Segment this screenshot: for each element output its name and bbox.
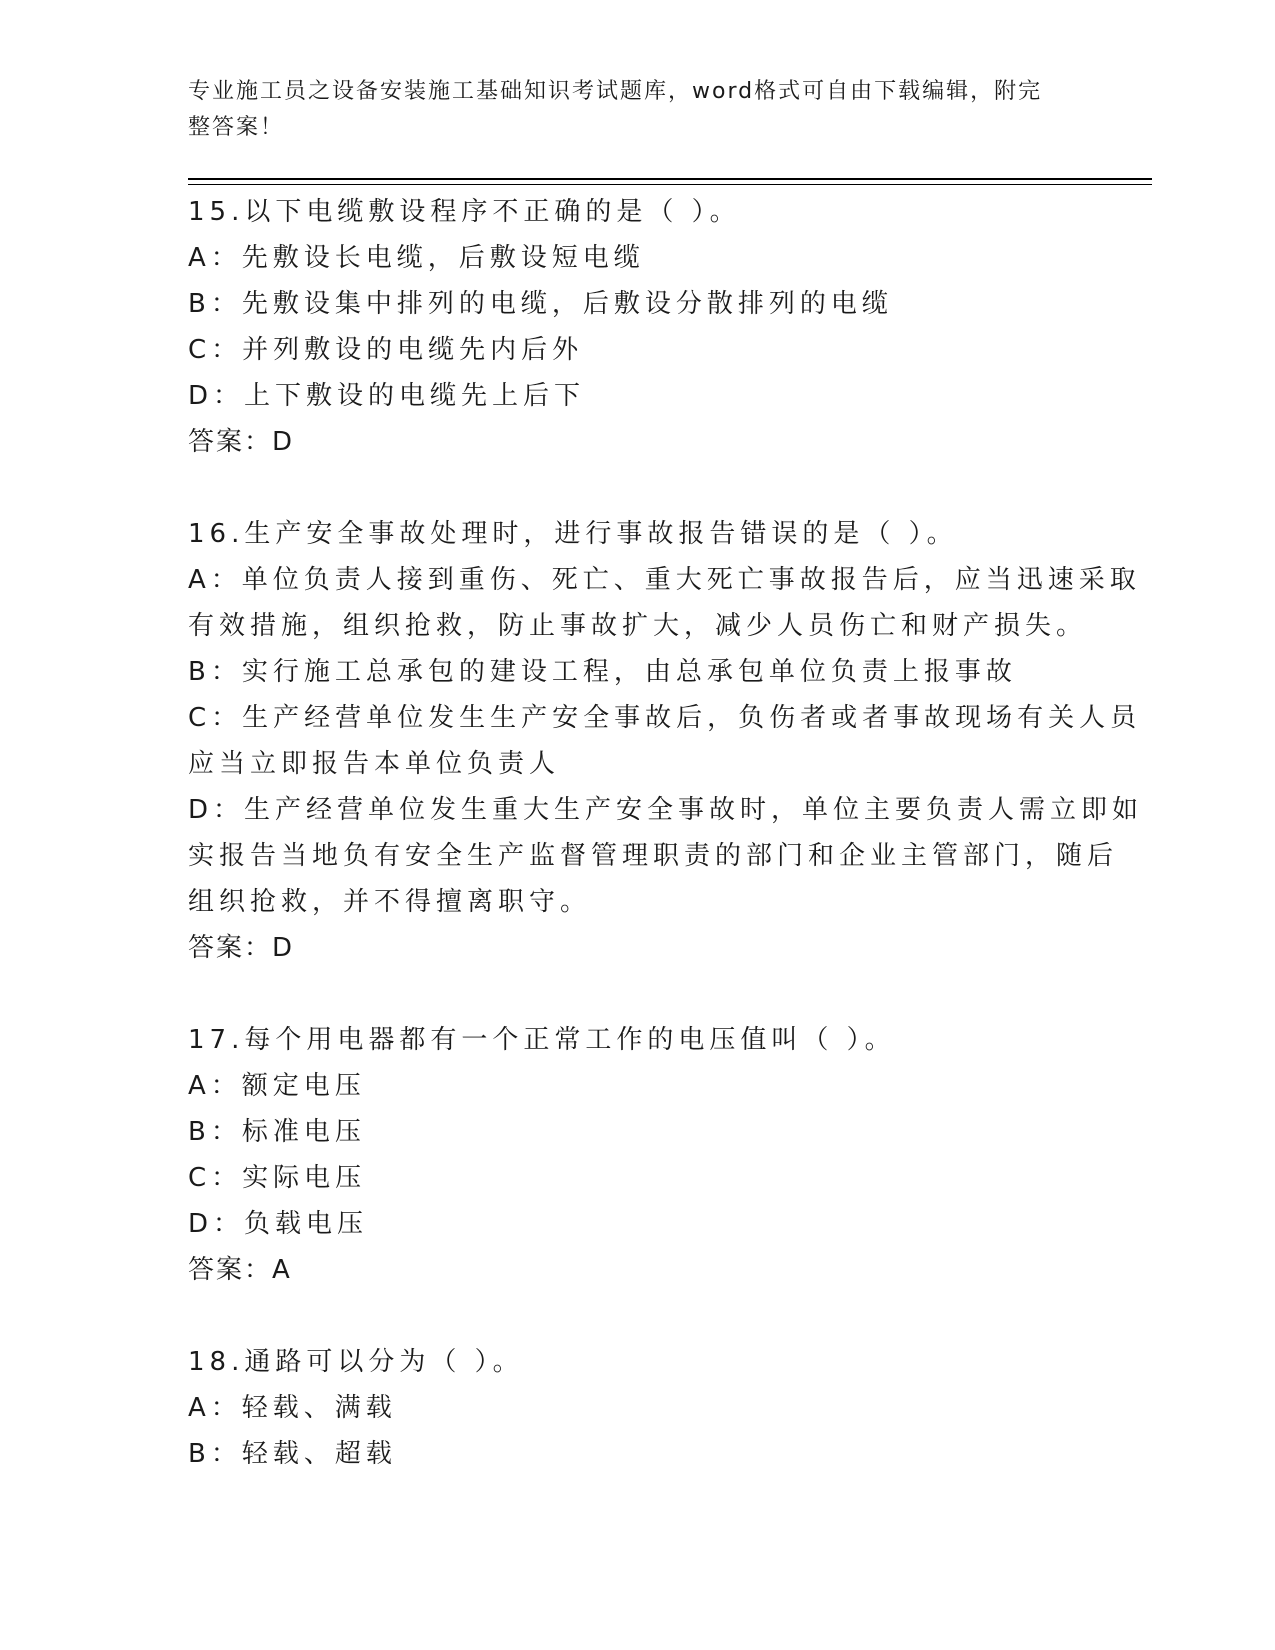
option-line: C：生产经营单位发生生产安全事故后，负伤者或者事故现场有关人员 xyxy=(188,703,1142,733)
question-block xyxy=(188,1017,1088,1293)
header-divider-thin xyxy=(188,184,1152,185)
option-line: D：生产经营单位发生重大生产安全事故时，单位主要负责人需立即如 xyxy=(188,795,1144,825)
option xyxy=(188,787,1144,925)
option-line: B：轻载、超载 xyxy=(188,1439,397,1469)
answer-text: 答案：D xyxy=(188,933,295,963)
option-line: C：实际电压 xyxy=(188,1163,367,1193)
question-text: 18.通路可以分为（ ）。 xyxy=(188,1347,524,1377)
option-line: A：先敷设长电缆，后敷设短电缆 xyxy=(188,243,645,273)
document-header xyxy=(188,74,1068,146)
option-line: 实报告当地负有安全生产监督管理职责的部门和企业主管部门，随后 xyxy=(188,841,1119,871)
question-block xyxy=(188,511,1144,971)
option-line: D：负载电压 xyxy=(188,1209,369,1239)
question-text: 17.每个用电器都有一个正常工作的电压值叫（ ）。 xyxy=(188,1025,896,1055)
option-line: D：上下敷设的电缆先上后下 xyxy=(188,381,586,411)
option xyxy=(188,695,1142,787)
option-line: B：先敷设集中排列的电缆，后敷设分散排列的电缆 xyxy=(188,289,893,319)
option-line: A：轻载、满载 xyxy=(188,1393,397,1423)
option-line: 组织抢救，并不得擅离职守。 xyxy=(188,887,592,917)
option-line: A：额定电压 xyxy=(188,1071,366,1101)
question-text: 15.以下电缆敷设程序不正确的是（ ）。 xyxy=(188,197,741,227)
option-line: 应当立即报告本单位负责人 xyxy=(188,749,561,779)
question-block xyxy=(188,1339,1088,1477)
option-line: C：并列敷设的电缆先内后外 xyxy=(188,335,584,365)
option xyxy=(188,1431,1088,1477)
option xyxy=(188,1109,1088,1155)
option xyxy=(188,1063,1088,1109)
option xyxy=(188,1385,1088,1431)
option xyxy=(188,373,1088,419)
answer-text: 答案：A xyxy=(188,1255,292,1285)
option xyxy=(188,649,1088,695)
answer-text: 答案：D xyxy=(188,427,295,457)
header-line-1: 专业施工员之设备安装施工基础知识考试题库，word格式可自由下载编辑，附完 xyxy=(188,79,1043,104)
option-line: B：标准电压 xyxy=(188,1117,366,1147)
question-text: 16.生产安全事故处理时，进行事故报告错误的是（ ）。 xyxy=(188,519,958,549)
option-line: 有效措施，组织抢救，防止事故扩大，减少人员伤亡和财产损失。 xyxy=(188,611,1088,641)
header-line-2: 整答案！ xyxy=(188,115,285,140)
option-line: B：实行施工总承包的建设工程，由总承包单位负责上报事故 xyxy=(188,657,1017,687)
option xyxy=(188,235,1088,281)
option xyxy=(188,557,1141,649)
option xyxy=(188,1155,1088,1201)
option xyxy=(188,327,1088,373)
question-list xyxy=(188,189,1144,1477)
header-divider-thick xyxy=(188,178,1152,180)
option xyxy=(188,281,1088,327)
option-line: A：单位负责人接到重伤、死亡、重大死亡事故报告后，应当迅速采取 xyxy=(188,565,1141,595)
question-block xyxy=(188,189,1088,465)
option xyxy=(188,1201,1088,1247)
